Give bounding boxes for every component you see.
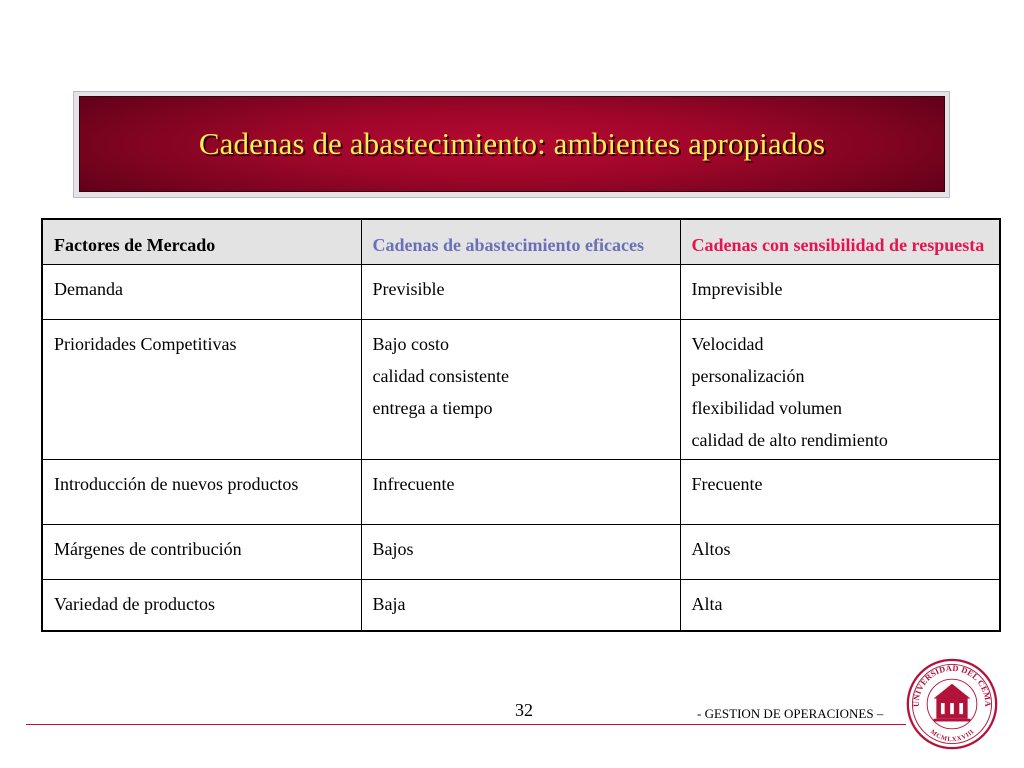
sensibilidad-cell — [680, 580, 1000, 631]
seal-bottom-text: MCMLXXVIII — [928, 728, 976, 744]
factor-cell: Márgenes de contribución — [42, 525, 361, 580]
comparison-table — [41, 218, 1001, 632]
cell-line: flexibilidad volumen — [691, 398, 842, 418]
sensibilidad-cell — [680, 320, 1000, 460]
cell-line: Velocidad — [691, 334, 764, 354]
table-row — [42, 265, 1000, 320]
sensibilidad-cell — [680, 265, 1000, 320]
table-row — [42, 320, 1000, 460]
title-frame — [73, 91, 950, 198]
sensibilidad-cell — [680, 460, 1000, 525]
title-banner — [79, 96, 945, 192]
eficaces-cell — [361, 265, 680, 320]
header-factores: Factores de Mercado — [42, 219, 361, 265]
table-header-row — [42, 219, 1000, 265]
cell-line: Altos — [691, 539, 731, 559]
seal-top-text: UNIVERSIDAD DEL CEMA — [911, 663, 993, 708]
cell-line: Bajo costo — [372, 334, 449, 354]
eficaces-cell — [361, 320, 680, 460]
header-eficaces: Cadenas de abastecimiento eficaces — [361, 219, 680, 265]
eficaces-cell — [361, 580, 680, 631]
cell-line: Bajos — [372, 539, 414, 559]
cell-line: calidad consistente — [372, 366, 509, 386]
factor-cell: Variedad de productos — [42, 580, 361, 631]
table-row — [42, 580, 1000, 631]
factor-cell: Prioridades Competitivas — [42, 320, 361, 460]
cell-line: Previsible — [372, 279, 445, 299]
factor-cell: Demanda — [42, 265, 361, 320]
cell-line: Imprevisible — [691, 279, 783, 299]
cell-line: Infrecuente — [372, 474, 455, 494]
cell-line: Frecuente — [691, 474, 763, 494]
cell-line: Alta — [691, 594, 723, 614]
sensibilidad-cell — [680, 525, 1000, 580]
slide-title: Cadenas de abastecimiento: ambientes apropiados — [198, 126, 826, 161]
table-row — [42, 460, 1000, 525]
university-seal-logo — [906, 658, 998, 750]
footer-rule — [26, 724, 906, 725]
page-number: 32 — [515, 700, 533, 720]
header-sensibilidad: Cadenas con sensibilidad de respuesta — [680, 219, 1000, 265]
eficaces-cell — [361, 460, 680, 525]
cell-line: entrega a tiempo — [372, 398, 493, 418]
factor-cell: Introducción de nuevos productos — [42, 460, 361, 525]
table-row — [42, 525, 1000, 580]
footer-text: - GESTION DE OPERACIONES – — [697, 706, 884, 721]
cell-line: Baja — [372, 594, 406, 614]
cell-line: personalización — [691, 366, 805, 386]
cell-line: calidad de alto rendimiento — [691, 430, 888, 450]
eficaces-cell — [361, 525, 680, 580]
